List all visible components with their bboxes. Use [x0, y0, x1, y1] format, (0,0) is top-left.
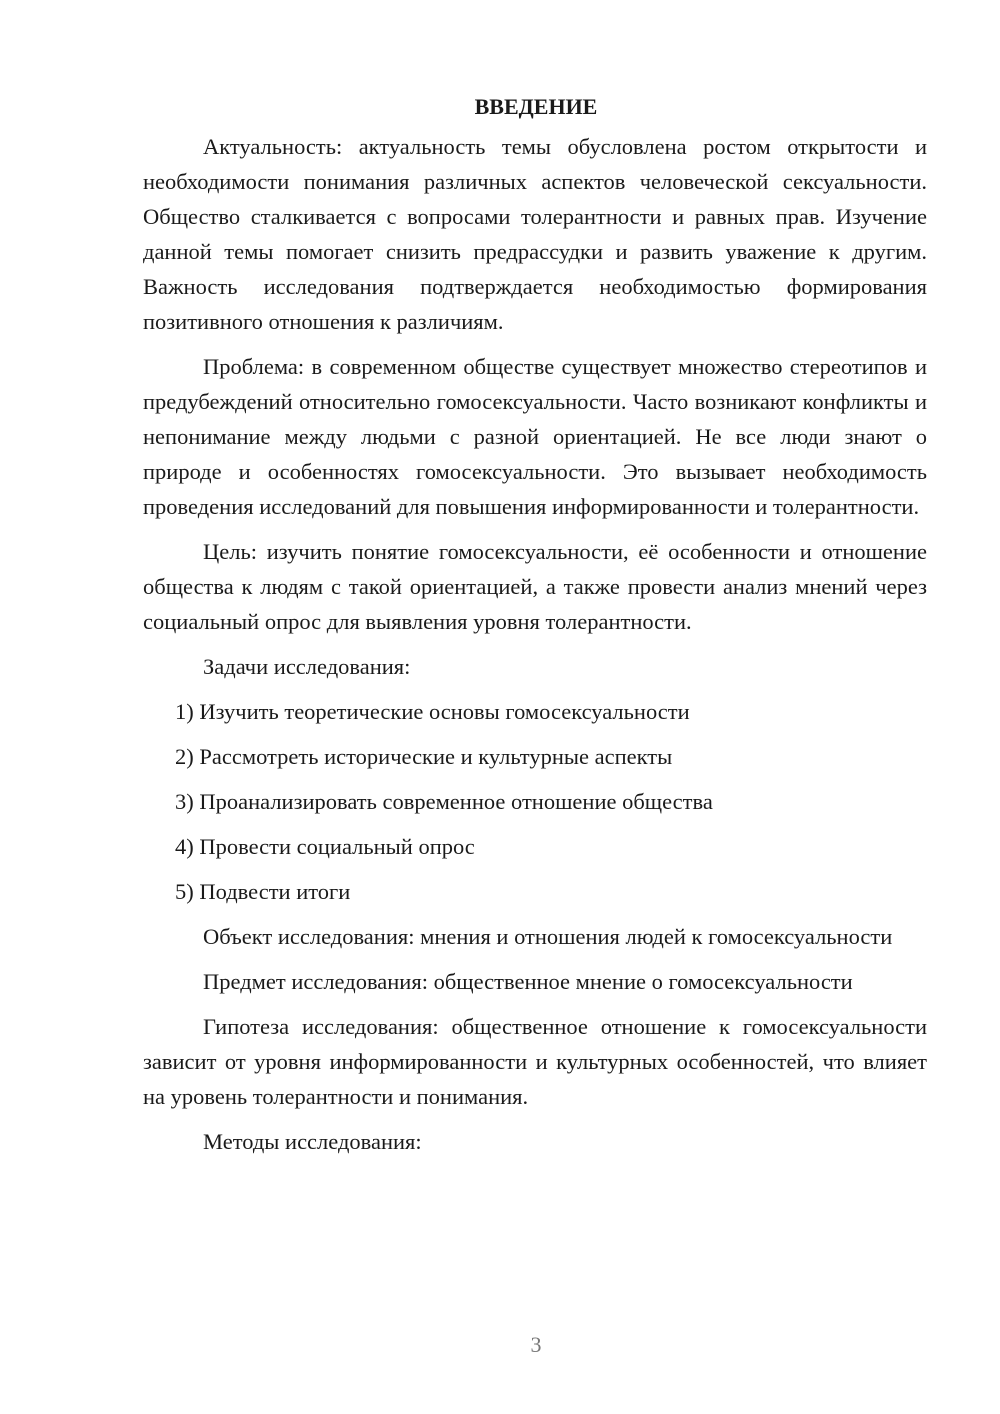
task-item: 3) Проанализировать современное отношение общества	[175, 789, 713, 814]
object-paragraph: Объект исследования: мнения и отношения людей к гомосексуальности	[203, 924, 893, 949]
task-item: 1) Изучить теоретические основы гомосексуальности	[175, 699, 690, 724]
task-item: 5) Подвести итоги	[175, 879, 351, 904]
document-page	[143, 92, 927, 1169]
hypothesis-paragraph: Гипотеза исследования: общественное отношение к гомосексуальности зависит от уровня информированности и культурных особенностей, что влияет на уровень толерантности и понимания.	[143, 1014, 927, 1109]
tasks-heading: Задачи исследования:	[203, 654, 411, 679]
subject-paragraph: Предмет исследования: общественное мнение о гомосексуальности	[203, 969, 853, 994]
relevance-paragraph: Актуальность: актуальность темы обусловлена ростом открытости и необходимости понимания различных аспектов человеческой сексуальности. Общество сталкивается с вопросами толерантности и равных прав. Изучение данной темы помогает снизить предрассудки и развить уважение к другим. Важность исследования подтверждается необходимостью формирования позитивного отношения к различиям.	[143, 134, 927, 334]
problem-paragraph: Проблема: в современном обществе существует множество стереотипов и предубеждений относительно гомосексуальности. Часто возникают конфликты и непонимание между людьми с разной ориентацией. Не все люди знают о природе и особенностях гомосексуальности. Это вызывает необходимость проведения исследований для повышения информированности и толерантности.	[143, 354, 927, 519]
page-title: ВВЕДЕНИЕ	[474, 94, 598, 119]
tasks-list	[143, 694, 927, 909]
task-item: 2) Рассмотреть исторические и культурные аспекты	[175, 744, 673, 769]
methods-heading: Методы исследования:	[203, 1129, 422, 1154]
goal-paragraph: Цель: изучить понятие гомосексуальности, её особенности и отношение общества к людям с такой ориентацией, а также провести анализ мнений через социальный опрос для выявления уровня толерантности.	[143, 539, 927, 634]
task-item: 4) Провести социальный опрос	[175, 834, 475, 859]
page-number: 3	[530, 1332, 542, 1357]
